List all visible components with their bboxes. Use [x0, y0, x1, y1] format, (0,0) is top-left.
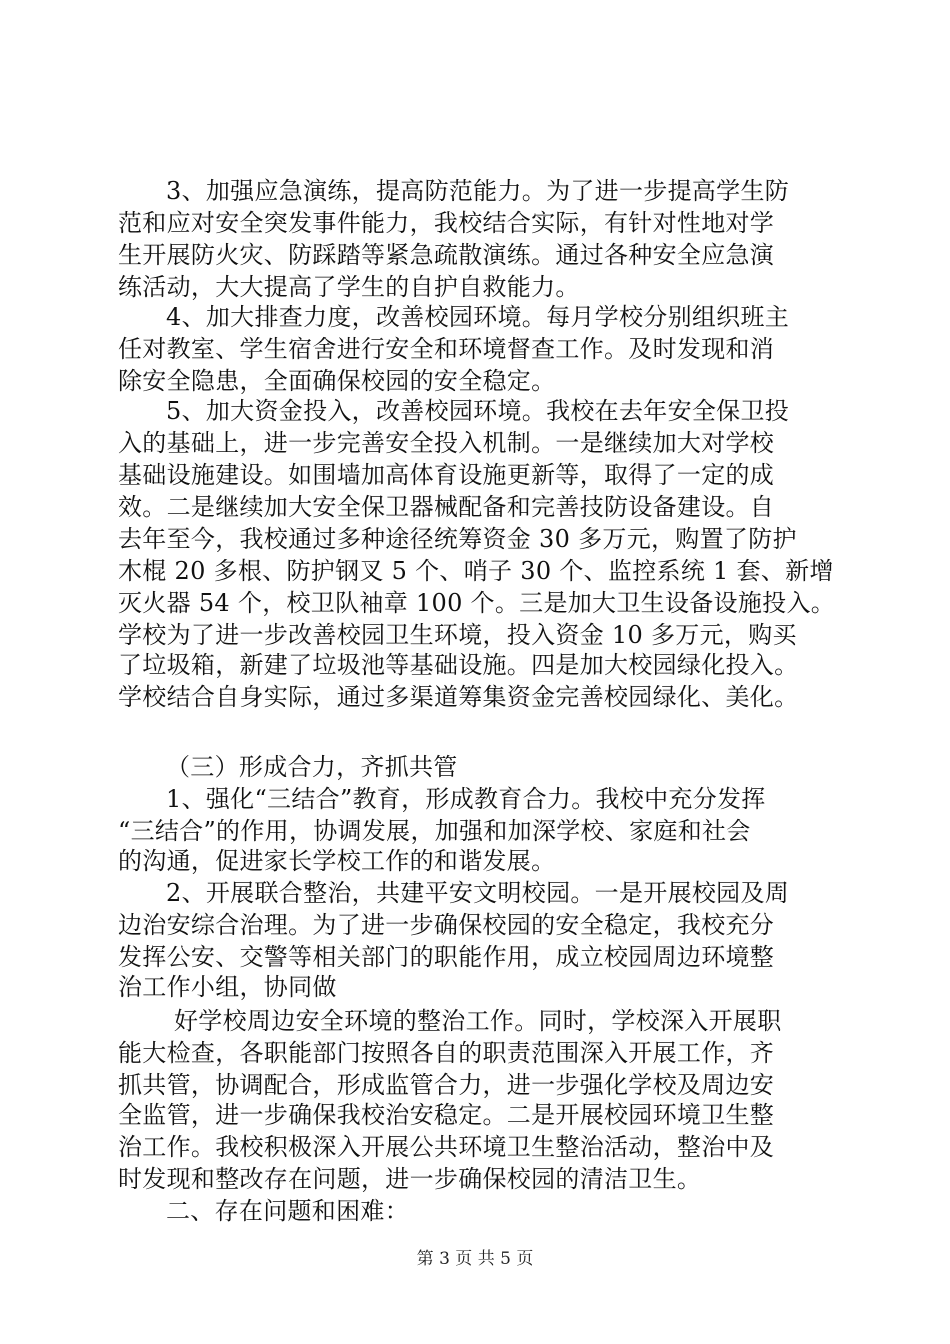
text-line: 5、加大资金投入，改善校园环境。我校在去年安全保卫投	[166, 397, 790, 425]
text-line: 任对教室、学生宿舍进行安全和环境督查工作。及时发现和消	[118, 335, 775, 363]
text-line: 2、开展联合整治，共建平安文明校园。一是开展校园及周	[166, 879, 790, 907]
text-line: 练活动，大大提高了学生的自护自救能力。	[118, 273, 580, 301]
text-line: 基础设施建设。如围墙加高体育设施更新等，取得了一定的成	[118, 461, 775, 489]
text-line: 时发现和整改存在问题，进一步确保校园的清洁卫生。	[118, 1165, 702, 1193]
text-line: 能大检查，各职能部门按照各自的职责范围深入开展工作，齐	[118, 1039, 775, 1067]
section-heading: 二、存在问题和困难：	[166, 1197, 409, 1225]
text-line: 边治安综合治理。为了进一步确保校园的安全稳定，我校充分	[118, 911, 775, 939]
text-line: 范和应对安全突发事件能力，我校结合实际，有针对性地对学	[118, 209, 775, 237]
text-line: 入的基础上，进一步完善安全投入机制。一是继续加大对学校	[118, 429, 775, 457]
text-line: 全监管，进一步确保我校治安稳定。二是开展校园环境卫生整	[118, 1101, 775, 1129]
text-line: 了垃圾箱，新建了垃圾池等基础设施。四是加大校园绿化投入。	[118, 651, 799, 679]
text-line: 发挥公安、交警等相关部门的职能作用，成立校园周边环境整	[118, 943, 775, 971]
section-heading: （三）形成合力，齐抓共管	[166, 753, 458, 781]
text-line: 4、加大排查力度，改善校园环境。每月学校分别组织班主	[166, 303, 790, 331]
text-line: 抓共管，协调配合，形成监管合力，进一步强化学校及周边安	[118, 1071, 775, 1099]
text-line: “三结合”的作用，协调发展，加强和加深学校、家庭和社会	[118, 817, 751, 845]
text-line: 治工作。我校积极深入开展公共环境卫生整治活动，整治中及	[118, 1133, 775, 1161]
text-line: 生开展防火灾、防踩踏等紧急疏散演练。通过各种安全应急演	[118, 241, 775, 269]
text-line: 好学校周边安全环境的整治工作。同时，学校深入开展职	[174, 1007, 782, 1035]
text-line: 木棍 20 多根、防护钢叉 5 个、哨子 30 个、监控系统 1 套、新增	[118, 557, 834, 585]
page-number-footer: 第 3 页 共 5 页	[416, 1249, 534, 1269]
text-line: 学校为了进一步改善校园卫生环境，投入资金 10 多万元，购买	[118, 621, 797, 649]
text-line: 1、强化“三结合”教育，形成教育合力。我校中充分发挥	[166, 785, 766, 813]
text-line: 效。二是继续加大安全保卫器械配备和完善技防设备建设。自	[118, 493, 775, 521]
text-line: 的沟通，促进家长学校工作的和谐发展。	[118, 847, 556, 875]
text-line: 除安全隐患，全面确保校园的安全稳定。	[118, 367, 556, 395]
text-line: 治工作小组，协同做	[118, 973, 337, 1001]
text-line: 3、加强应急演练，提高防范能力。为了进一步提高学生防	[166, 177, 790, 205]
text-line: 灭火器 54 个，校卫队袖章 100 个。三是加大卫生设备设施投入。	[118, 589, 836, 617]
text-line: 学校结合自身实际，通过多渠道筹集资金完善校园绿化、美化。	[118, 683, 799, 711]
text-line: 去年至今，我校通过多种途径统筹资金 30 多万元，购置了防护	[118, 525, 797, 553]
